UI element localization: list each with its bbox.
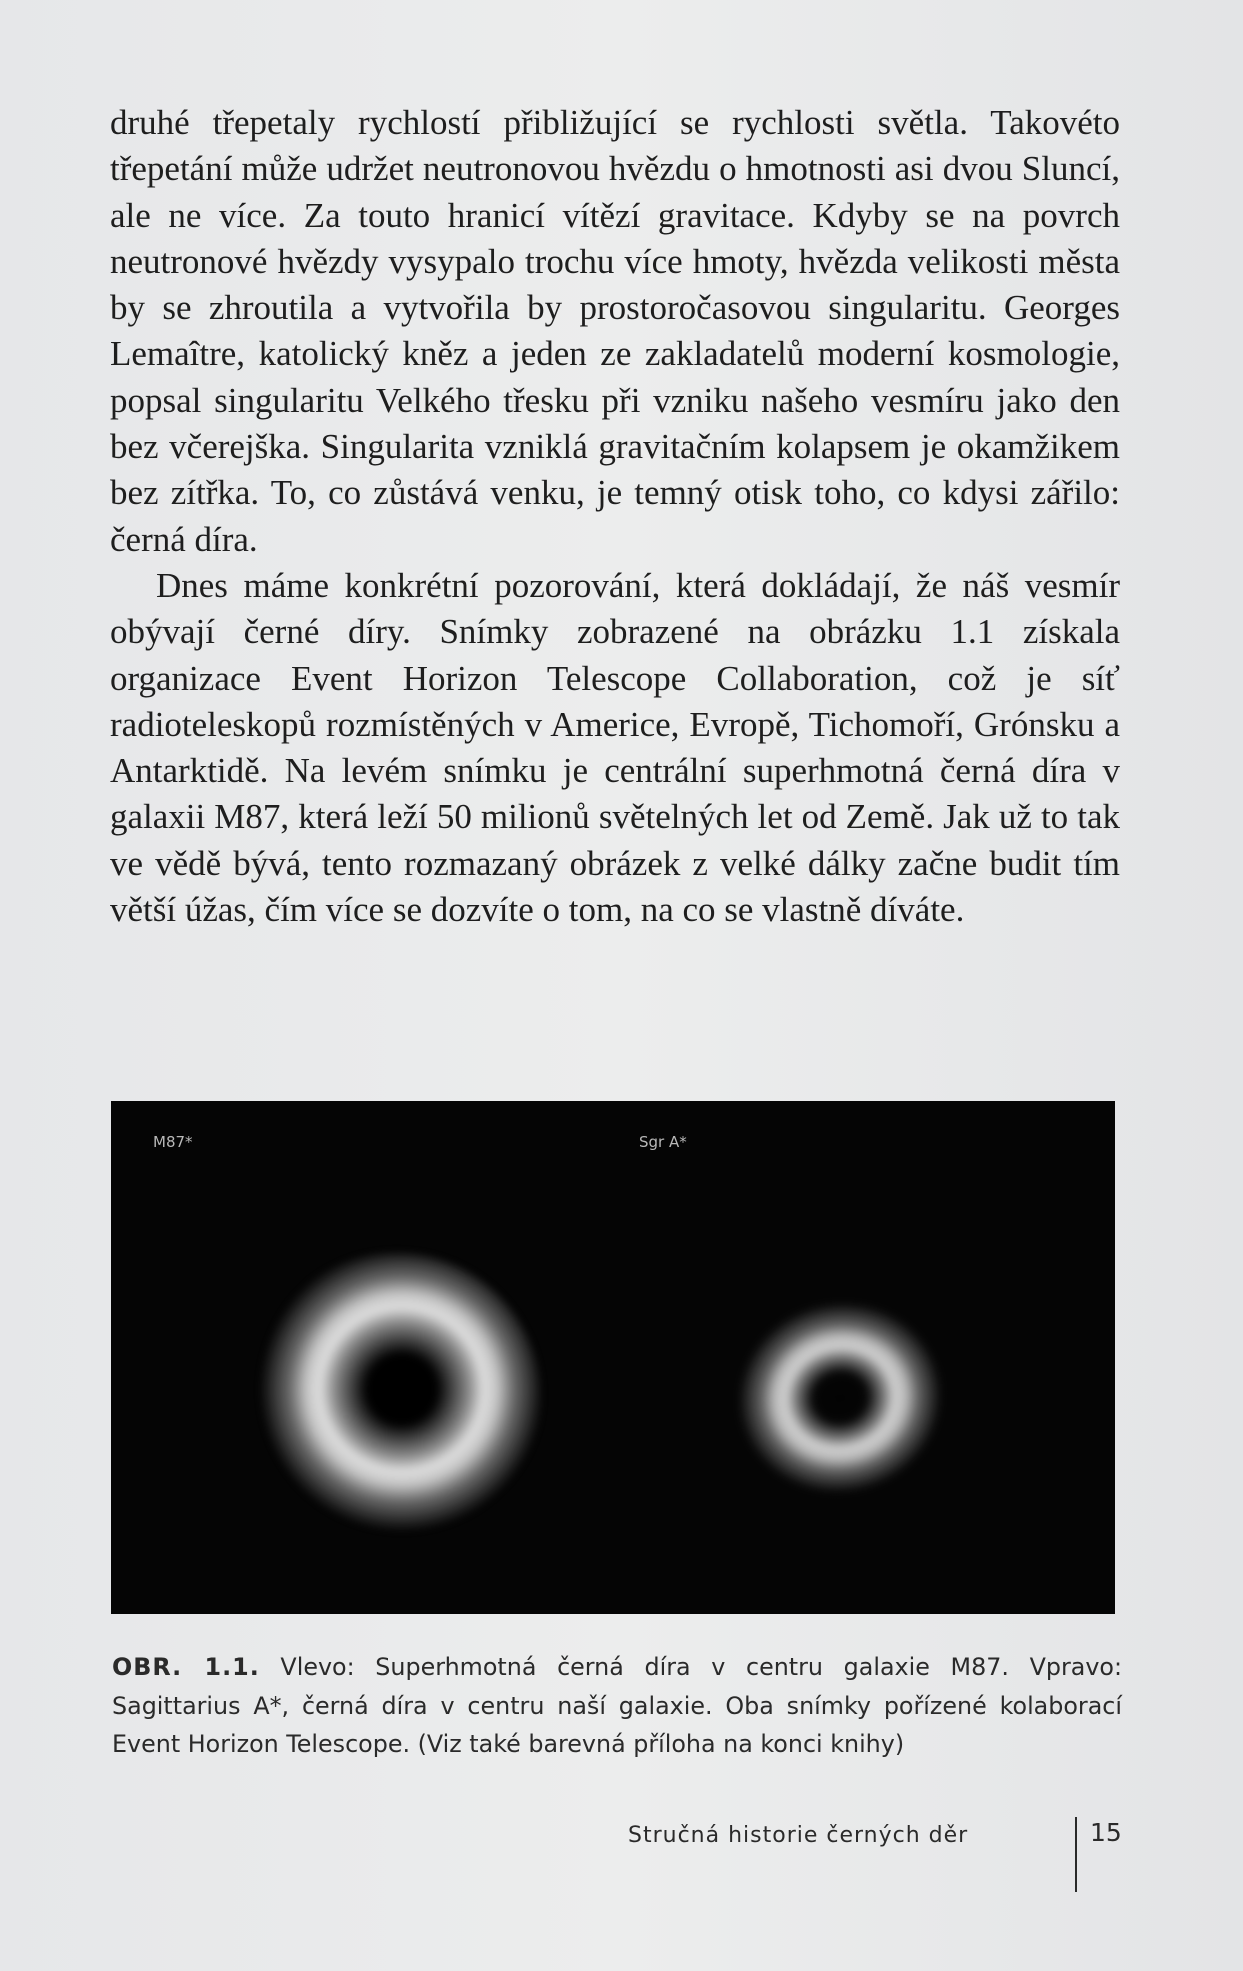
black-hole-figure xyxy=(111,1101,1115,1614)
m87-black-hole-image xyxy=(251,1253,541,1543)
running-footer-title: Stručná historie černých děr xyxy=(628,1823,969,1848)
m87-label: M87* xyxy=(153,1133,193,1151)
sgr-a-label: Sgr A* xyxy=(639,1133,687,1151)
sgr-a-black-hole-image xyxy=(651,1220,1017,1578)
page-number: 15 xyxy=(1090,1818,1122,1847)
caption-text: Vlevo: Superhmotná černá díra v centru galaxie M87. Vpravo: Sagittarius A*, černá díra v centru naší galaxie. Oba snímky pořízené kolaborací Event Horizon Telescope. (Viz také barevná příloha na konci knihy) xyxy=(112,1653,1122,1758)
caption-label: OBR. 1.1. xyxy=(112,1653,260,1681)
body-text xyxy=(110,100,1120,933)
footer-divider xyxy=(1075,1817,1077,1892)
paragraph-1: druhé třepetaly rychlostí přibližující se rychlosti světla. Takovéto třepetání může udržet neutronovou hvězdu o hmotnosti asi dvou Sluncí, ale ne více. Za touto hranicí vítězí gravitace. Kdyby se na povrch neutronové hvězdy vysypalo trochu více hmoty, hvězda velikosti města by se zhroutila a vytvořila by prostoročasovou singularitu. Georges Lemaître, katolický kněz a jeden ze zakladatelů moderní kosmologie, popsal singularitu Velkého třesku při vzniku našeho vesmíru jako den bez včerejška. Singularita vzniklá gravitačním kolapsem je okamžikem bez zítřka. To, co zůstává venku, je temný otisk toho, co kdysi zářilo: černá díra. xyxy=(110,103,1120,559)
figure-caption xyxy=(112,1648,1122,1764)
paragraph-2: Dnes máme konkrétní pozorování, která dokládají, že náš vesmír obývají černé díry. Snímky zobrazené na obrázku 1.1 získala organizace Event Horizon Telescope Collaboration, což je síť radioteleskopů rozmístěných v Americe, Evropě, Tichomoří, Grónsku a Antarktidě. Na levém snímku je centrální superhmotná černá díra v galaxii M87, která leží 50 milionů světelných let od Země. Jak už to tak ve vědě bývá, tento rozmazaný obrázek z velké dálky začne budit tím větší úžas, čím více se dozvíte o tom, na co se vlastně díváte. xyxy=(110,565,1120,930)
